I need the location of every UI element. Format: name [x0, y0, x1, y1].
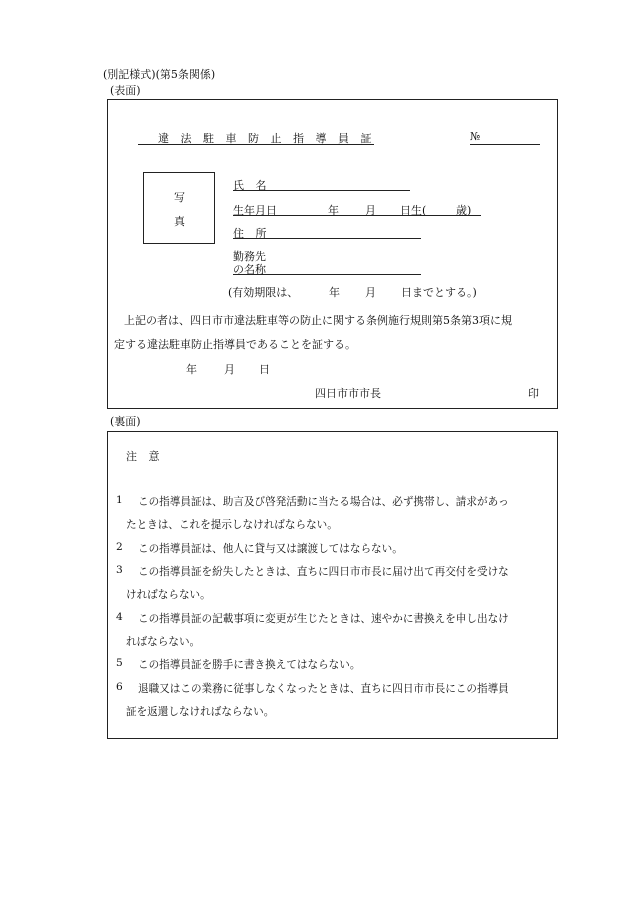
note-6-line-2: 証を返還しなければならない。 — [126, 706, 275, 718]
birth-day: 日生( — [400, 204, 427, 217]
issue-month: 月 — [224, 363, 235, 376]
body-line-2: 定する違法駐車防止指導員であることを証する。 — [114, 338, 356, 351]
note-number-6: 6 — [116, 681, 123, 693]
back-card — [107, 431, 558, 739]
photo-label-1: 写 — [174, 191, 185, 204]
note-3-line-2: ければならない。 — [126, 589, 211, 601]
workplace-label-2: の名称 — [233, 263, 266, 276]
address-label: 住 所 — [233, 227, 271, 240]
note-number-1: 1 — [116, 494, 123, 506]
back-label: (裏面) — [110, 415, 141, 428]
note-1-line-2: たときは、これを提示しなければならない。 — [126, 519, 338, 531]
note-6-line-1: 退職又はこの業務に従事しなくなったときは、直ちに四日市市長にこの指導員 — [138, 683, 509, 695]
name-underline — [233, 190, 410, 191]
birth-month: 月 — [365, 204, 376, 217]
workplace-label-1: 勤務先 — [233, 250, 266, 263]
card-title: 違 法 駐 車 防 止 指 導 員 証 — [158, 132, 376, 145]
form-label: (別記様式)(第5条関係) — [103, 68, 216, 81]
address-underline — [233, 238, 421, 239]
note-2-line-1: この指導員証は、他人に貸与又は譲渡してはならない。 — [138, 543, 403, 555]
issue-year: 年 — [186, 363, 197, 376]
birth-label: 生年月日 — [233, 204, 277, 217]
note-4-line-2: ればならない。 — [126, 636, 201, 648]
note-number-5: 5 — [116, 657, 123, 669]
note-number-3: 3 — [116, 564, 123, 576]
body-line-1: 上記の者は、四日市市違法駐車等の防止に関する条例施行規則第5条第3項に規 — [124, 314, 512, 327]
notes-heading: 注 意 — [126, 450, 164, 463]
validity-suffix: 日までとする。) — [401, 286, 477, 299]
validity-prefix: (有効期限は、 — [228, 286, 299, 299]
name-label: 氏 名 — [233, 179, 271, 192]
title-underline — [138, 144, 374, 145]
number-label: № — [470, 130, 481, 143]
workplace-underline — [233, 274, 421, 275]
photo-box — [143, 172, 215, 244]
validity-month: 月 — [365, 286, 376, 299]
issue-day: 日 — [259, 363, 270, 376]
note-number-2: 2 — [116, 541, 123, 553]
note-1-line-1: この指導員証は、助言及び啓発活動に当たる場合は、必ず携帯し、請求があっ — [138, 496, 509, 508]
birth-age: 歳) — [456, 204, 472, 217]
note-3-line-1: この指導員証を紛失したときは、直ちに四日市市長に届け出て再交付を受けな — [138, 566, 509, 578]
note-number-4: 4 — [116, 611, 123, 623]
birth-year: 年 — [328, 204, 339, 217]
front-card — [107, 99, 558, 409]
issuer: 四日市市市長 — [315, 387, 381, 400]
photo-label-2: 真 — [174, 215, 185, 228]
note-4-line-1: この指導員証の記載事項に変更が生じたときは、速やかに書換えを申し出なけ — [138, 613, 509, 625]
seal: 印 — [528, 387, 539, 400]
validity-year: 年 — [329, 286, 340, 299]
front-label: (表面) — [110, 84, 141, 97]
number-underline — [470, 144, 540, 145]
note-5-line-1: この指導員証を勝手に書き換えてはならない。 — [138, 659, 361, 671]
birth-underline — [233, 215, 481, 216]
